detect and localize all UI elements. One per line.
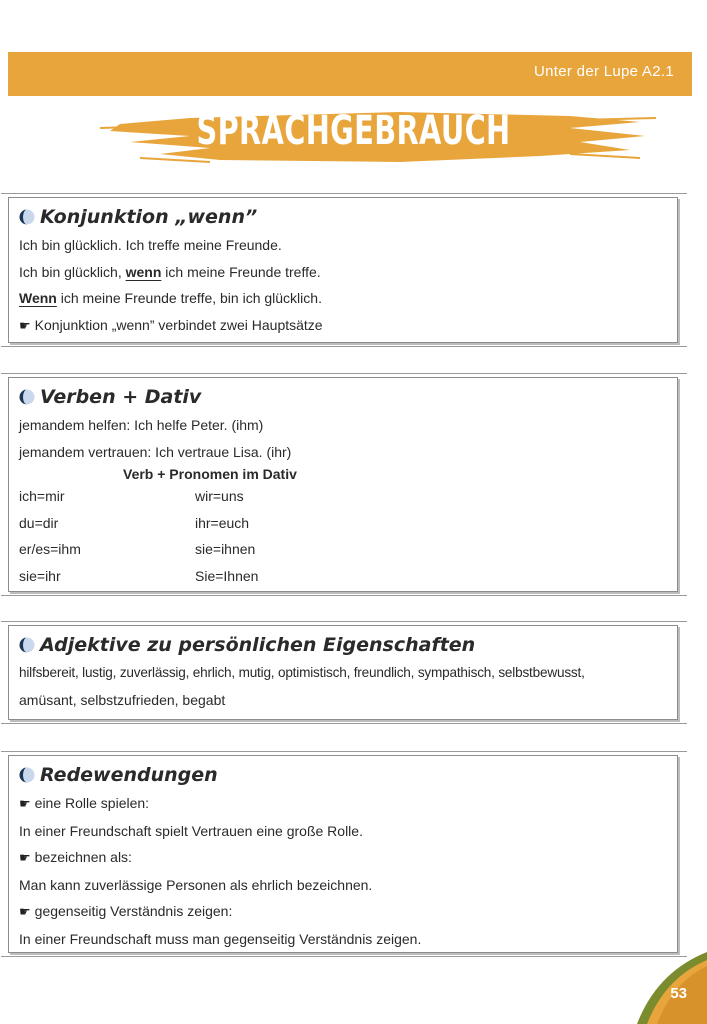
note-line: ☛ Konjunktion „wenn” verbindet zwei Hauptsätze: [19, 316, 323, 333]
bullet-icon: [19, 209, 35, 225]
example-line: Wenn ich meine Freunde treffe, bin ich glücklich.: [19, 290, 322, 306]
page-corner-decoration: [617, 952, 707, 1024]
example-line: jemandem vertrauen: Ich vertraue Lisa. (ihr): [19, 443, 292, 460]
series-title: Unter der Lupe A2.1: [534, 63, 674, 80]
page-title: SPRACHGEBRAUCH: [196, 108, 511, 154]
pronoun-cell: er/es=ihm: [19, 541, 81, 557]
section-title: Verben + Dativ: [40, 386, 202, 408]
example-line: In einer Freundschaft spielt Vertrauen eine große Rolle.: [19, 822, 363, 839]
pronoun-cell: wir=uns: [195, 488, 244, 504]
adjective-list: hilfsbereit, lustig, zuverlässig, ehrlich, mutig, optimistisch, freundlich, sympathisch, selbstbewusst,: [19, 665, 585, 680]
section-redewendungen: [8, 755, 678, 953]
pronoun-cell: sie=ihr: [19, 567, 61, 584]
section-title: Adjektive zu persönlichen Eigenschaften: [40, 634, 476, 656]
phrase-line: ☛ eine Rolle spielen:: [19, 795, 150, 811]
bullet-icon: [19, 767, 35, 783]
adjective-list: amüsant, selbstzufrieden, begabt: [19, 691, 226, 708]
example-line: jemandem helfen: Ich helfe Peter. (ihm): [19, 417, 264, 433]
pronoun-cell: ich=mir: [19, 488, 65, 504]
pointing-hand-icon: ☛: [19, 850, 31, 865]
phrase-line: ☛ bezeichnen als:: [19, 849, 132, 865]
example-line: In einer Freundschaft muss man gegenseitig Verständnis zeigen.: [19, 930, 422, 947]
bullet-icon: [19, 637, 35, 653]
section-wenn: [8, 197, 678, 343]
section-title: Konjunktion „wenn”: [40, 206, 258, 228]
pronoun-cell: sie=ihnen: [195, 541, 256, 557]
pointing-hand-icon: ☛: [19, 317, 31, 333]
header-band: [8, 52, 692, 96]
section-adjektive: [8, 625, 678, 720]
phrase-line: ☛ gegenseitig Verständnis zeigen:: [19, 903, 233, 919]
section-dativ: [8, 377, 678, 592]
example-line: Man kann zuverlässige Personen als ehrlich bezeichnen.: [19, 876, 373, 893]
pronoun-cell: ihr=euch: [195, 514, 250, 531]
pointing-hand-icon: ☛: [19, 796, 31, 811]
section-title: Redewendungen: [40, 764, 218, 786]
pronoun-cell: Sie=Ihnen: [195, 567, 259, 584]
pronoun-table: [19, 483, 677, 589]
pronoun-subheading: Verb + Pronomen im Dativ: [123, 466, 297, 482]
example-line: Ich bin glücklich, wenn ich meine Freunde treffe.: [19, 263, 321, 280]
pronoun-cell: du=dir: [19, 514, 59, 531]
page-number: 53: [670, 985, 687, 1002]
pointing-hand-icon: ☛: [19, 904, 31, 919]
bullet-icon: [19, 389, 35, 405]
example-line: Ich bin glücklich. Ich treffe meine Freunde.: [19, 237, 282, 253]
